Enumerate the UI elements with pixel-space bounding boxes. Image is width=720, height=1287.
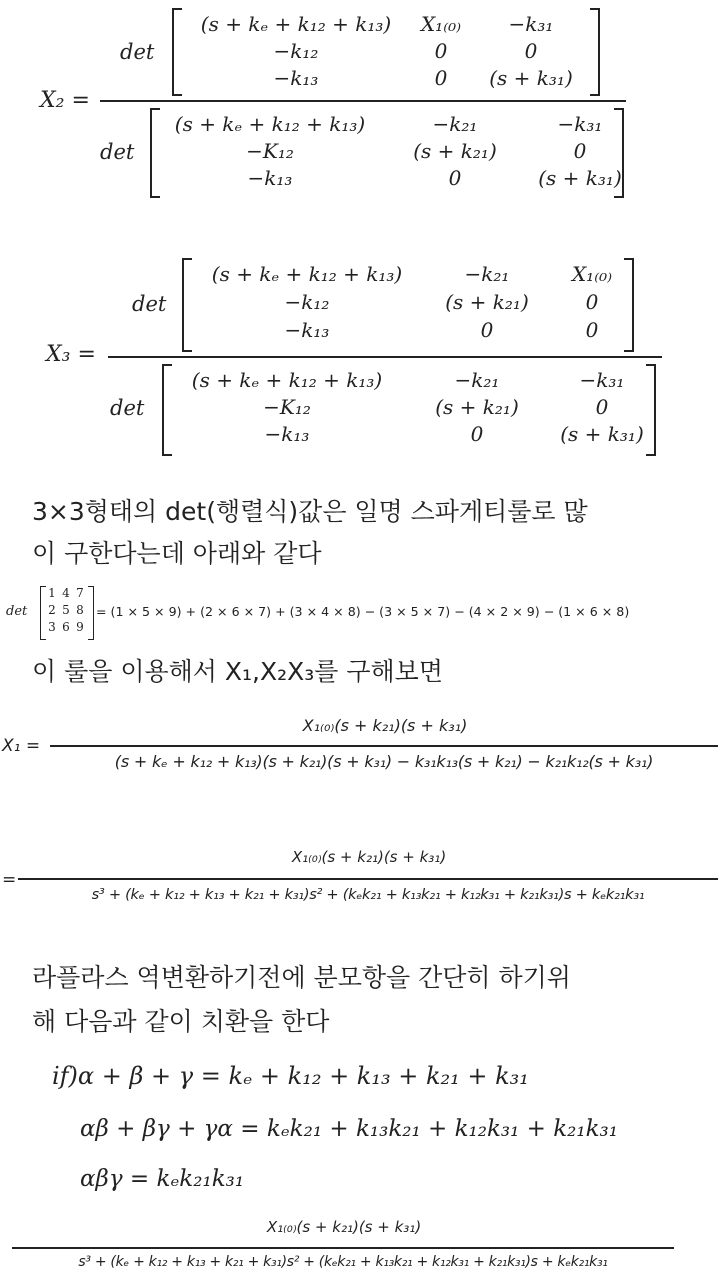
substitution-line-1: if)α + β + γ = kₑ + k₁₂ + k₁₃ + k₂₁ + k₃₁ — [52, 1062, 529, 1090]
matrix-cell: X₁₍₀₎ — [420, 11, 462, 36]
x3-den-right-bracket — [646, 364, 656, 456]
x3-num-det: det — [132, 292, 167, 316]
x2-num-matrix — [186, 10, 586, 91]
x3-num-matrix — [192, 260, 632, 344]
x3-fraction-line — [108, 356, 662, 358]
matrix-cell: 0 — [573, 138, 587, 163]
matrix-cell: 0 — [585, 318, 599, 342]
x1-equation — [0, 710, 720, 790]
x2-num-right-bracket — [590, 8, 600, 96]
matrix-cell: 1 — [48, 586, 56, 600]
matrix-cell: 5 — [62, 603, 70, 617]
matrix-cell: −k₁₃ — [284, 318, 330, 342]
matrix-cell: −k₁₃ — [264, 421, 310, 446]
matrix-cell: −K₁₂ — [263, 394, 311, 419]
matrix-cell: 0 — [434, 38, 448, 63]
x1b-numerator: X₁₍₀₎(s + k₂₁)(s + k₃₁) — [291, 848, 447, 866]
x2-lhs: X₂ = — [40, 88, 90, 113]
x2-num-det: det — [120, 40, 155, 64]
matrix-cell: 0 — [524, 38, 538, 63]
x3-num-left-bracket — [182, 258, 192, 352]
matrix-cell: −k₂₁ — [454, 367, 500, 392]
example-matrix — [45, 586, 87, 637]
matrix-cell: −k₁₂ — [284, 290, 330, 314]
matrix-cell: 0 — [480, 318, 494, 342]
matrix-cell: 6 — [62, 620, 70, 634]
final-numerator: X₁₍₀₎(s + k₂₁)(s + k₃₁) — [266, 1218, 422, 1236]
matrix-cell: −k₁₃ — [247, 165, 293, 190]
x1-denominator: (s + kₑ + k₁₂ + k₁₃)(s + k₂₁)(s + k₃₁) − k₃₁k₁₃(s + k₂₁) − k₂₁k₁₂(s + k₃₁) — [114, 752, 654, 771]
x2-num-left-bracket — [172, 8, 182, 96]
matrix-cell: −k₂₁ — [432, 111, 478, 136]
x3-den-matrix — [172, 366, 652, 447]
x3-den-det: det — [110, 396, 145, 420]
x3-equation — [0, 250, 720, 460]
matrix-cell: −k₃₁ — [508, 11, 554, 36]
example-rhs: = (1 × 5 × 9) + (2 × 6 × 7) + (3 × 4 × 8) − (3 × 5 × 7) − (4 × 2 × 9) − (1 × 6 × 8) — [96, 604, 630, 619]
matrix-cell: −k₁₂ — [273, 38, 319, 63]
x2-fraction-line — [100, 100, 626, 102]
text-determinant-intro-1: 3×3형태의 det(행렬식)값은 일명 스파게티룰로 많 — [32, 497, 588, 526]
final-denominator: s³ + (kₑ + k₁₂ + k₁₃ + k₂₁ + k₃₁)s² + (kₑk₂₁ + k₁₃k₂₁ + k₁₂k₃₁ + k₂₁k₃₁)s + kₑk₂₁k₃₁ — [78, 1254, 608, 1270]
matrix-cell: (s + kₑ + k₁₂ + k₁₃) — [191, 367, 383, 392]
x2-den-matrix — [160, 110, 630, 191]
matrix-cell: (s + k₂₁) — [435, 394, 519, 419]
x2-equation — [0, 0, 720, 200]
matrix-cell: 0 — [448, 165, 462, 190]
matrix-cell: −K₁₂ — [246, 138, 294, 163]
matrix-cell: 9 — [76, 620, 84, 634]
matrix-cell: (s + k₂₁) — [445, 290, 529, 314]
matrix-cell: 0 — [585, 290, 599, 314]
matrix-cell: 0 — [434, 65, 448, 90]
matrix-cell: −k₂₁ — [464, 262, 510, 286]
matrix-cell: −k₃₁ — [557, 111, 603, 136]
x1b-fraction-line — [18, 878, 718, 880]
x3-lhs: X₃ = — [46, 342, 96, 367]
matrix-cell: (s + k₃₁) — [560, 421, 644, 446]
matrix-cell: 8 — [76, 603, 84, 617]
example-right-bracket — [88, 586, 94, 640]
final-fraction — [0, 1210, 720, 1287]
x1b-denominator: s³ + (kₑ + k₁₂ + k₁₃ + k₂₁ + k₃₁)s² + (kₑk₂₁ + k₁₃k₂₁ + k₁₂k₃₁ + k₂₁k₃₁)s + kₑk₂₁k₃₁ — [91, 886, 645, 903]
substitution-line-2: αβ + βγ + γα = kₑk₂₁ + k₁₃k₂₁ + k₁₂k₃₁ + k₂₁k₃₁ — [80, 1116, 618, 1142]
text-laplace-1: 라플라스 역변환하기전에 분모항을 간단히 하기위 — [32, 963, 571, 992]
matrix-cell: (s + kₑ + k₁₂ + k₁₃) — [174, 111, 366, 136]
substitution-line-3: αβγ = kₑk₂₁k₃₁ — [80, 1166, 245, 1192]
x2-den-left-bracket — [150, 108, 160, 198]
matrix-cell: (s + k₂₁) — [413, 138, 497, 163]
matrix-cell: −k₃₁ — [579, 367, 625, 392]
matrix-cell: 2 — [48, 603, 56, 617]
matrix-cell: (s + k₃₁) — [489, 65, 573, 90]
x2-den-right-bracket — [614, 108, 624, 198]
matrix-cell: 3 — [48, 620, 56, 634]
matrix-cell: 0 — [470, 421, 484, 446]
x1-expanded-equation — [0, 842, 720, 922]
x1-lhs: X₁ = — [2, 736, 41, 756]
x1-numerator: X₁₍₀₎(s + k₂₁)(s + k₃₁) — [302, 716, 468, 735]
matrix-cell: (s + kₑ + k₁₂ + k₁₃) — [211, 262, 403, 286]
x2-den-det: det — [100, 140, 135, 164]
example-determinant — [0, 582, 720, 642]
matrix-cell: X₁₍₀₎ — [571, 262, 613, 286]
matrix-cell: 0 — [595, 394, 609, 419]
x1b-lhs: = — [2, 870, 17, 890]
matrix-cell: −k₁₃ — [273, 65, 319, 90]
matrix-cell: (s + k₃₁) — [538, 165, 622, 190]
text-apply-rule: 이 룰을 이용해서 X₁,X₂X₃를 구해보면 — [32, 657, 443, 686]
final-fraction-line — [12, 1247, 674, 1249]
matrix-cell: (s + kₑ + k₁₂ + k₁₃) — [200, 11, 392, 36]
matrix-cell: 4 — [62, 586, 70, 600]
x3-num-right-bracket — [624, 258, 634, 352]
example-det: det — [6, 604, 28, 619]
x3-den-left-bracket — [162, 364, 172, 456]
matrix-cell: 7 — [76, 586, 84, 600]
x1-fraction-line — [50, 745, 718, 747]
text-determinant-intro-2: 이 구한다는데 아래와 같다 — [32, 539, 322, 568]
text-laplace-2: 해 다음과 같이 치환을 한다 — [32, 1007, 330, 1036]
